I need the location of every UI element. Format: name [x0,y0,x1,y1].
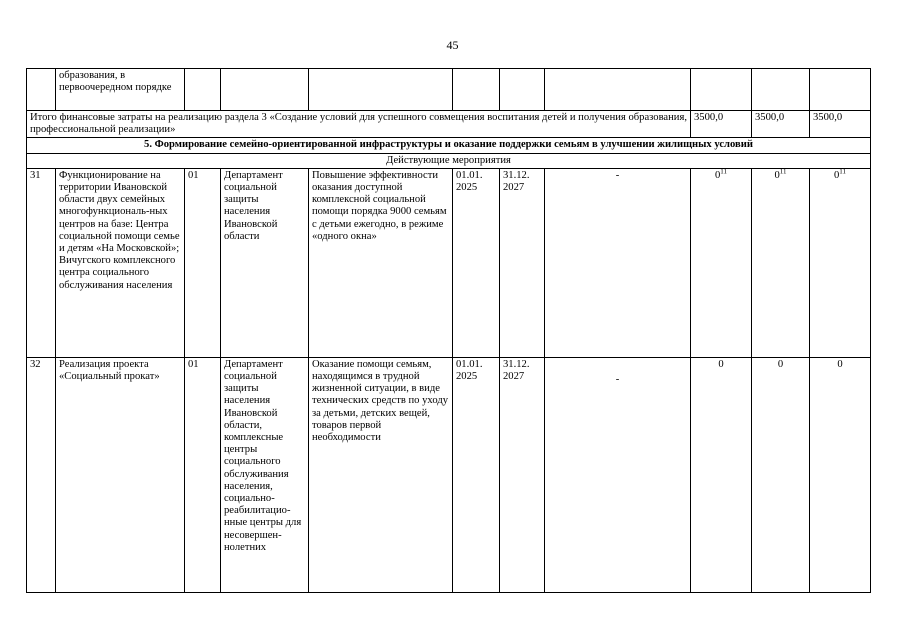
row-code: 01 [185,168,221,357]
row-2027 [810,168,871,357]
table-row [27,357,871,592]
cell-num [27,69,56,111]
row-code: 01 [185,357,221,592]
row-source: - [545,357,691,592]
row-result: Оказание помощи семьям, находящимся в трудной жизненной ситуации, в виде технических средств по уходу за детьми, детских вещей, товаров первой необходимости [309,357,453,592]
footnote-mark: 11 [839,168,847,176]
row-num: 32 [27,357,56,592]
cell-2027 [810,69,871,111]
row-2025: 0 [691,357,752,592]
cell-executor [221,69,309,111]
row-end: 31.12. 2027 [500,357,545,592]
carry-over-row [27,69,871,111]
cell-result [309,69,453,111]
cell-end [500,69,545,111]
total-row [27,111,871,138]
row-name: Реализация проекта «Социальный прокат» [56,357,185,592]
row-executor: Департамент социальной защиты населения Ивановской области, комплексные центры социального обслуживания населения, социально-реабилитацио-нные центры для несовершен-нолетних [221,357,309,592]
row-name: Функционирование на территории Ивановской области двух семейных многофункциональ-ных центров на базе: Центра социальной помощи семье и детям «На Московской»; Вичугского комплексного центра социального обслуживания населения [56,168,185,357]
row-end: 31.12. 2027 [500,168,545,357]
value: 0 [714,169,721,181]
total-2025: 3500,0 [691,111,752,138]
value: 0 [833,169,840,181]
table-row [27,168,871,357]
section-subtitle: Действующие мероприятия [27,153,871,168]
row-2026: 0 [752,357,810,592]
row-num: 31 [27,168,56,357]
footnote-mark: 11 [720,168,728,176]
cell-2026 [752,69,810,111]
cell-name: образования, в первоочередном порядке [56,69,185,111]
value: 0 [774,169,780,181]
section-subtitle-row [27,153,871,168]
footnote-mark: 11 [779,168,787,176]
page-number: 45 [446,38,459,52]
row-2027: 0 [810,357,871,592]
row-start: 01.01. 2025 [453,168,500,357]
section-title: 5. Формирование семейно-ориентированной инфраструктуры и оказание поддержки семьям в улучшении жилищных условий [27,138,871,153]
row-start: 01.01. 2025 [453,357,500,592]
total-2027: 3500,0 [810,111,871,138]
cell-code [185,69,221,111]
total-2026: 3500,0 [752,111,810,138]
measures-table [26,68,871,593]
cell-2025 [691,69,752,111]
cell-source [545,69,691,111]
row-2025 [691,168,752,357]
row-source: - [545,168,691,357]
section-title-row [27,138,871,153]
total-label: Итого финансовые затраты на реализацию раздела 3 «Создание условий для успешного совмещения воспитания детей и получения образования, профессиональной реализации» [27,111,691,138]
row-2026 [752,168,810,357]
cell-start [453,69,500,111]
row-executor: Департамент социальной защиты населения Ивановской области [221,168,309,357]
row-result: Повышение эффективности оказания доступной комплексной социальной помощи порядка 9000 семьям с детьми ежегодно, в режиме «одного окна» [309,168,453,357]
